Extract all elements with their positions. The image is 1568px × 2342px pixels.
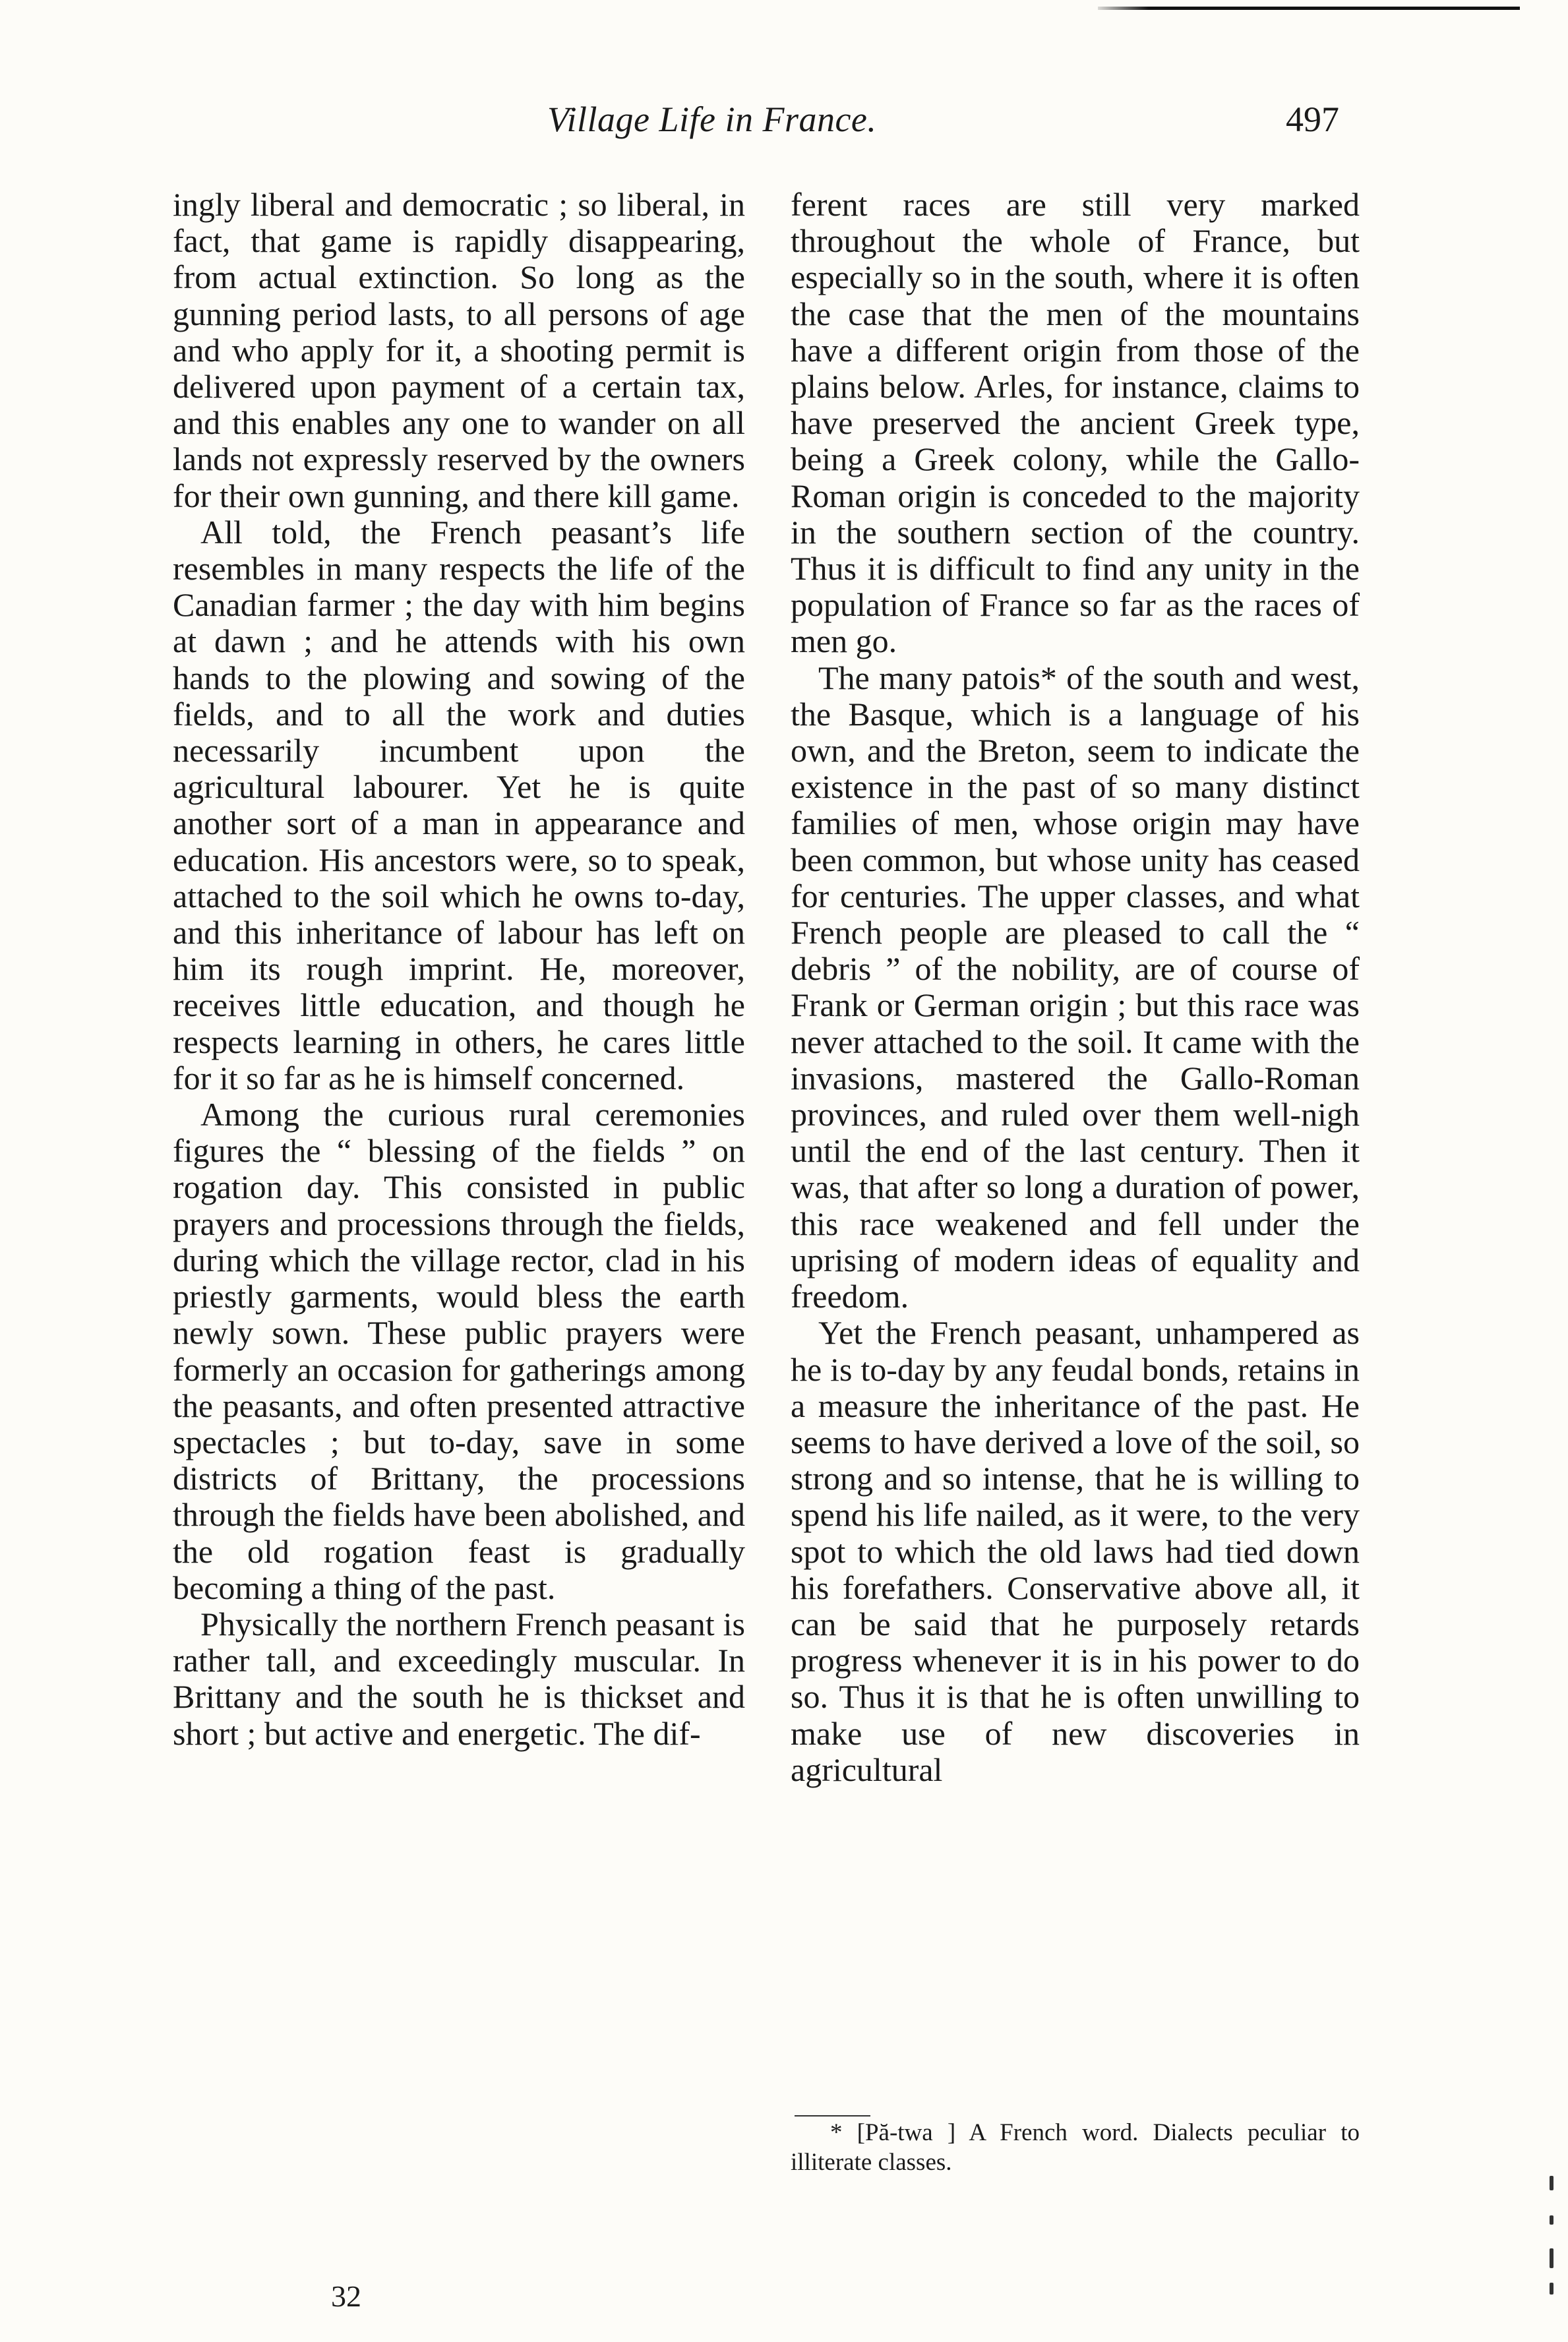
paragraph: The many patois* of the south and west, the Basque, which is a language of his own, and the Breton, seem to indicate the existence in the past of so many distinct families of men, whose origin may have been common, but whose unity has ceased for centuries. The upper classes, and what French people are pleased to call the “ debris ” of the nobility, are of course of Frank or German origin ; but this race was never attached to the soil. It came with the invasions, mastered the Gallo-Roman provinces, and ruled over them well-nigh until the end of the last century. Then it was, that after so long a duration of power, this race weakened and fell under the uprising of modern ideas of equality and freedom. [791, 659, 1360, 1315]
page-edge-mark [1550, 2176, 1553, 2190]
paragraph: ingly liberal and democratic ; so liberal, in fact, that game is rapidly disappearing, from actual extinction. So long as the gunning period lasts, to all persons of age and who apply for it, a shooting permit is delivered upon payment of a certain tax, and this enables any one to wander on all lands not expressly reserved by the owners for their own gunning, and there kill game. [173, 186, 745, 514]
left-column [173, 187, 745, 1752]
right-column [791, 187, 1360, 1788]
page-edge-mark [1550, 2248, 1553, 2268]
page-edge-mark [1550, 2283, 1553, 2295]
footnote-text: * [Pă-twa ] A French word. Dialects peculiar to illiterate classes. [791, 2119, 1360, 2176]
paragraph: All told, the French peasant’s life resembles in many respects the life of the Canadian farmer ; the day with him begins at dawn ; and he attends with his own hands to the plowing and sowing of the fields, and to all the work and duties necessarily incumbent upon the agricultural labourer. Yet he is quite another sort of a man in appearance and education. His ancestors were, so to speak, attached to the soil which he owns to-day, and this inheritance of labour has left on him its rough imprint. He, moreover, receives little education, and though he respects learning in others, he cares little for it so far as he is himself concerned. [173, 513, 745, 1096]
paragraph: Physically the northern French peasant is rather tall, and exceedingly muscular. In Brittany and the south he is thickset and short ; but active and energetic. The dif- [173, 1605, 745, 1752]
footnote [791, 2118, 1360, 2177]
footnote-divider [795, 2115, 870, 2117]
paragraph: ferent races are still very marked throughout the whole of France, but especially so in the south, where it is often the case that the men of the mountains have a different origin from those of the plains below. Arles, for instance, claims to have preserved the ancient Greek type, being a Greek colony, while the Gallo-Roman origin is conceded to the majority in the southern section of the country. Thus it is difficult to find any unity in the population of France so far as the races of men go. [791, 186, 1360, 660]
top-rule [1098, 7, 1520, 10]
signature-mark: 32 [331, 2279, 361, 2313]
running-title: Village Life in France. [547, 100, 877, 139]
paragraph: Yet the French peasant, unhampered as he is to-day by any feudal bonds, retains in a measure the inheritance of the past. He seems to have derived a love of the soil, so strong and so intense, that he is willing to spend his life nailed, as it were, to the very spot to which the old laws had tied down his forefathers. Conservative above all, it can be said that he purposely retards progress whenever it is in his power to do so. Thus it is that he is often unwilling to make use of new discoveries in agricultural [791, 1314, 1360, 1788]
paragraph: Among the curious rural ceremonies figures the “ blessing of the fields ” on rogation day. This consisted in public prayers and processions through the fields, during which the village rector, clad in his priestly garments, would bless the earth newly sown. These public prayers were formerly an occasion for gatherings among the peasants, and often presented attractive spectacles ; but to-day, save in some districts of Brittany, the processions through the fields have been abolished, and the old rogation feast is gradually becoming a thing of the past. [173, 1096, 745, 1606]
page-number: 497 [1286, 100, 1339, 139]
page-edge-mark [1550, 2215, 1553, 2225]
